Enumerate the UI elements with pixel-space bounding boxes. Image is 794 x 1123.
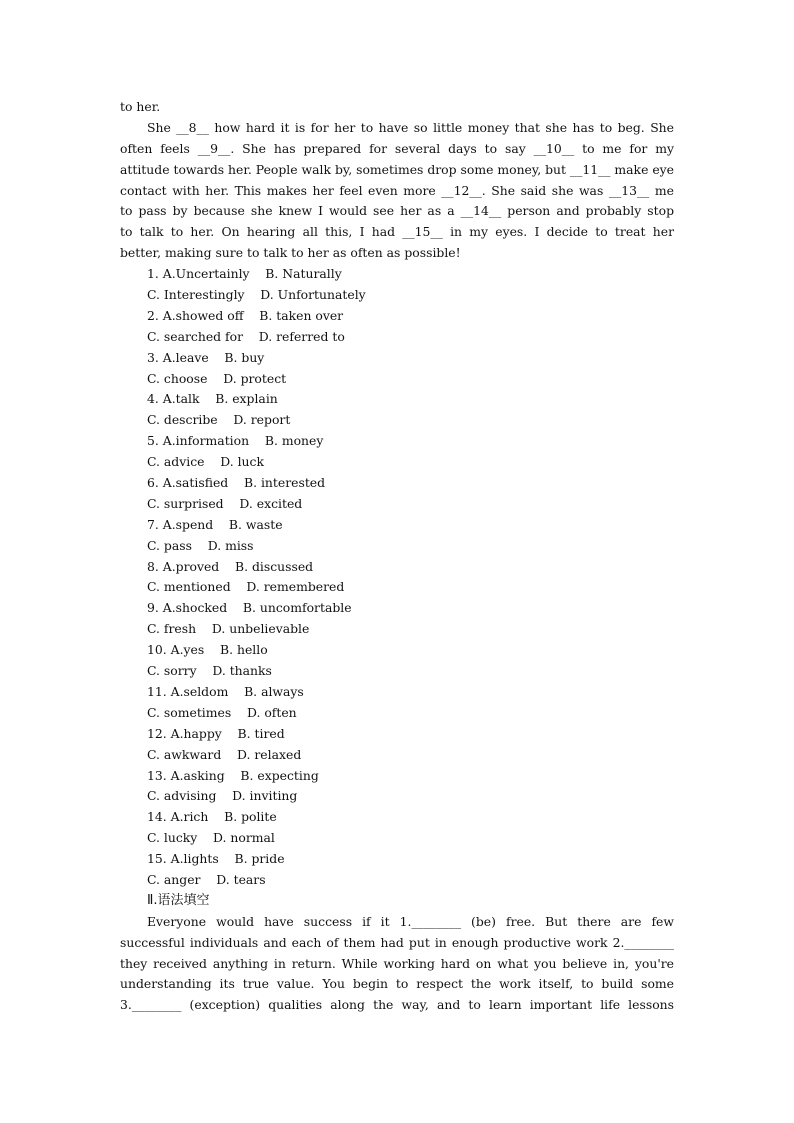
option-line: C. advice D. luck	[147, 454, 264, 470]
passage-line: contact with her. This makes her feel even more __12__. She said she was __13__ me	[120, 182, 674, 198]
option-line: 15. A.lights B. pride	[147, 851, 285, 867]
passage-line: attitude towards her. People walk by, sometimes drop some money, but __11__ make eye	[120, 161, 675, 177]
option-line: 5. A.information B. money	[147, 433, 324, 449]
option-line: C. choose D. protect	[147, 370, 287, 386]
grammar-passage	[120, 912, 674, 1016]
grammar-line: understanding its true value. You begin to respect the work itself, to build some	[120, 976, 674, 992]
option-line: 1. A.Uncertainly B. Naturally	[147, 266, 342, 282]
passage-line: to pass by because she knew I would see her as a __14__ person and probably stop	[120, 203, 674, 219]
option-line: 3. A.leave B. buy	[147, 349, 265, 365]
option-line: 2. A.showed off B. taken over	[147, 307, 344, 323]
option-line: C. anger D. tears	[147, 871, 266, 887]
option-line: 4. A.talk B. explain	[147, 391, 278, 407]
grammar-line: they received anything in return. While working hard on what you believe in, you're	[120, 955, 674, 971]
option-line: C. sorry D. thanks	[147, 663, 272, 679]
option-line: 14. A.rich B. polite	[147, 809, 277, 825]
cloze-passage	[120, 97, 674, 1016]
option-line: 6. A.satisfied B. interested	[147, 475, 326, 491]
passage-line: often feels __9__. She has prepared for several days to say __10__ to me for my	[120, 140, 674, 156]
option-line: C. awkward D. relaxed	[147, 746, 302, 762]
option-line: C. pass D. miss	[147, 537, 254, 553]
option-line: C. sometimes D. often	[147, 704, 297, 720]
option-line: 10. A.yes B. hello	[147, 642, 268, 658]
passage-line: She __8__ how hard it is for her to have so little money that she has to beg. She	[147, 119, 674, 135]
option-line: 12. A.happy B. tired	[147, 725, 285, 741]
option-line: 9. A.shocked B. uncomfortable	[147, 600, 352, 616]
option-line: C. describe D. report	[147, 412, 291, 428]
option-line: C. surprised D. excited	[147, 495, 303, 511]
option-line: C. mentioned D. remembered	[147, 579, 345, 595]
grammar-line: 3.________ (exception) qualities along the way, and to learn important life lessons	[120, 997, 674, 1013]
answer-options	[120, 264, 674, 891]
passage-line: to her.	[120, 99, 161, 114]
option-line: C. lucky D. normal	[147, 830, 275, 846]
option-line: C. searched for D. referred to	[147, 328, 345, 344]
option-line: 13. A.asking B. expecting	[147, 767, 319, 783]
option-line: C. Interestingly D. Unfortunately	[147, 287, 366, 303]
grammar-line: successful individuals and each of them had put in enough productive work 2.________	[120, 934, 674, 950]
section-heading: Ⅱ.语法填空	[147, 892, 210, 908]
grammar-line: Everyone would have success if it 1.________ (be) free. But there are few	[147, 913, 674, 929]
option-line: 7. A.spend B. waste	[147, 516, 283, 532]
option-line: C. advising D. inviting	[147, 788, 298, 804]
option-line: 8. A.proved B. discussed	[147, 558, 314, 574]
option-line: C. fresh D. unbelievable	[147, 621, 310, 637]
passage-line: to talk to her. On hearing all this, I had __15__ in my eyes. I decide to treat her	[120, 224, 674, 240]
option-line: 11. A.seldom B. always	[147, 683, 304, 699]
passage-line: better, making sure to talk to her as often as possible!	[120, 245, 461, 261]
